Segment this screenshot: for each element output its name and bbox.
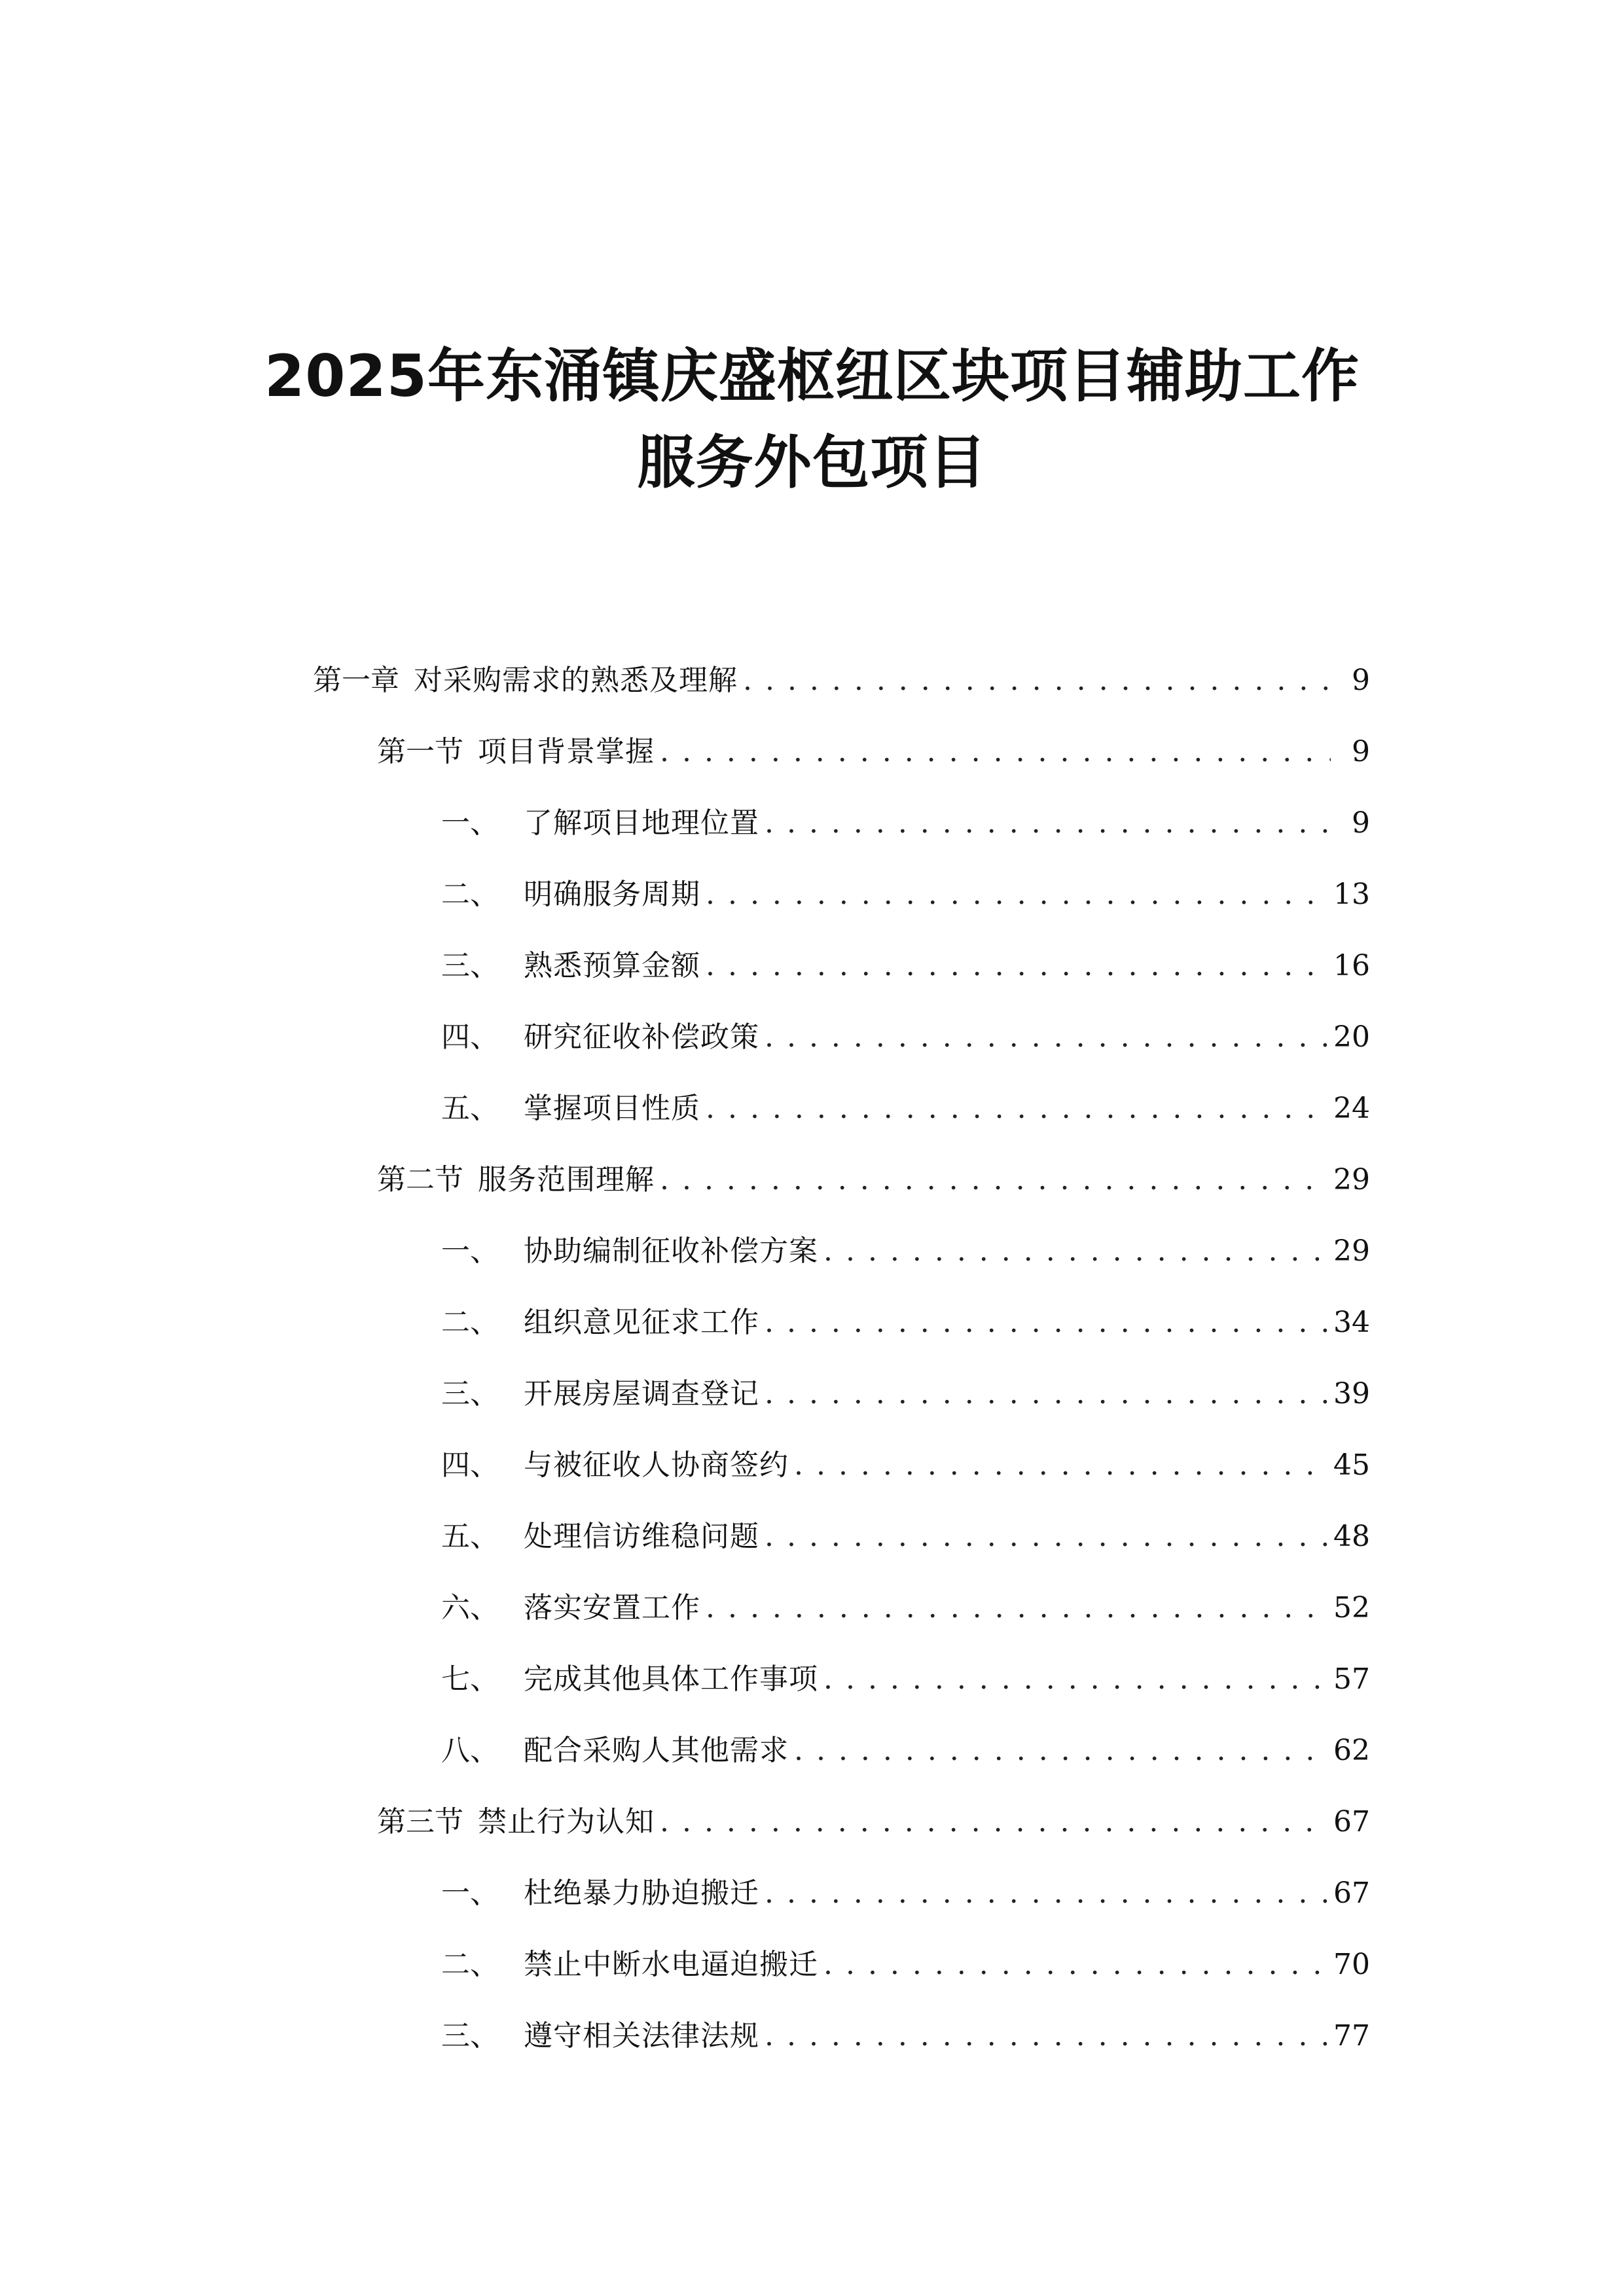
toc-entry-page: 9 — [1352, 806, 1370, 840]
toc-entry-number: 第一节 — [377, 735, 463, 768]
toc-entry-number: 四、 — [441, 1448, 499, 1482]
toc-entry-number: 二、 — [441, 878, 499, 911]
toc-entry-page: 70 — [1333, 1948, 1370, 1981]
toc-entry-page: 48 — [1333, 1520, 1370, 1553]
toc-dot-leader — [765, 1871, 1327, 1916]
toc-entry-label: 研究征收补偿政策 — [524, 1020, 759, 1054]
toc-entry-number: 一、 — [441, 1876, 499, 1910]
toc-entry-section-3[interactable] — [377, 1799, 1370, 1845]
toc-entry-page: 20 — [1333, 1020, 1370, 1054]
toc-entry-item[interactable] — [441, 1229, 1370, 1274]
toc-entry-number: 第一章 — [313, 664, 399, 697]
toc-entry-section-1[interactable] — [377, 729, 1370, 775]
toc-entry-number: 三、 — [441, 2019, 499, 2053]
toc-dot-leader — [823, 1229, 1327, 1274]
toc-entry-number: 一、 — [441, 1234, 499, 1268]
toc-dot-leader — [743, 658, 1331, 704]
toc-entry-label: 处理信访维稳问题 — [524, 1520, 759, 1553]
toc-entry-page: 29 — [1333, 1163, 1370, 1196]
toc-entry-item[interactable] — [441, 1657, 1370, 1702]
toc-entry-number: 六、 — [441, 1591, 499, 1624]
toc-entry-page: 9 — [1352, 664, 1370, 697]
toc-dot-leader — [706, 1086, 1327, 1132]
toc-entry-number: 二、 — [441, 1306, 499, 1339]
toc-dot-leader — [706, 872, 1327, 918]
toc-entry-item[interactable] — [441, 800, 1370, 846]
toc-dot-leader — [794, 1728, 1327, 1774]
toc-entry-label: 掌握项目性质 — [524, 1092, 700, 1125]
toc-dot-leader — [823, 1657, 1327, 1702]
toc-dot-leader — [660, 729, 1331, 775]
toc-dot-leader — [765, 2013, 1327, 2059]
toc-entry-page: 13 — [1333, 878, 1370, 911]
toc-entry-label: 配合采购人其他需求 — [524, 1734, 789, 1767]
toc-entry-label: 熟悉预算金额 — [524, 949, 700, 982]
toc-entry-label: 遵守相关法律法规 — [524, 2019, 759, 2053]
toc-entry-item[interactable] — [441, 1086, 1370, 1132]
toc-entry-label: 落实安置工作 — [524, 1591, 700, 1624]
toc-entry-page: 39 — [1333, 1377, 1370, 1410]
toc-entry-number: 第二节 — [377, 1163, 463, 1196]
toc-entry-label: 与被征收人协商签约 — [524, 1448, 789, 1482]
toc-entry-page: 34 — [1333, 1306, 1370, 1339]
toc-entry-page: 29 — [1333, 1234, 1370, 1268]
toc-entry-label: 项目背景掌握 — [478, 735, 655, 768]
toc-entry-number: 二、 — [441, 1948, 499, 1981]
toc-entry-chapter-1[interactable] — [313, 658, 1370, 704]
toc-entry-number: 三、 — [441, 1377, 499, 1410]
toc-entry-number: 五、 — [441, 1092, 499, 1125]
toc-dot-leader — [765, 1371, 1327, 1417]
toc-entry-number: 八、 — [441, 1734, 499, 1767]
toc-entry-item[interactable] — [441, 943, 1370, 989]
toc-entry-page: 67 — [1333, 1805, 1370, 1839]
toc-entry-item[interactable] — [441, 1371, 1370, 1417]
toc-entry-number: 七、 — [441, 1662, 499, 1696]
toc-entry-label: 组织意见征求工作 — [524, 1306, 759, 1339]
toc-entry-number: 第三节 — [377, 1805, 463, 1839]
toc-entry-number: 五、 — [441, 1520, 499, 1553]
toc-entry-label: 协助编制征收补偿方案 — [524, 1234, 818, 1268]
toc-entry-label: 服务范围理解 — [478, 1163, 655, 1196]
toc-entry-label: 开展房屋调查登记 — [524, 1377, 759, 1410]
toc-entry-number: 三、 — [441, 949, 499, 982]
toc-dot-leader — [660, 1799, 1327, 1845]
document-title-line2: 服务外包项目 — [637, 429, 987, 496]
toc-dot-leader — [706, 1585, 1327, 1631]
toc-entry-page: 62 — [1333, 1734, 1370, 1767]
toc-entry-label: 完成其他具体工作事项 — [524, 1662, 818, 1696]
toc-entry-page: 9 — [1352, 735, 1370, 768]
toc-dot-leader — [765, 1300, 1327, 1346]
toc-entry-label: 禁止中断水电逼迫搬迁 — [524, 1948, 818, 1981]
toc-entry-page: 67 — [1333, 1876, 1370, 1910]
toc-entry-item[interactable] — [441, 1443, 1370, 1488]
toc-entry-item[interactable] — [441, 2013, 1370, 2059]
toc-entry-page: 77 — [1333, 2019, 1370, 2053]
toc-dot-leader — [765, 1514, 1327, 1560]
toc-entry-number: 一、 — [441, 806, 499, 840]
toc-dot-leader — [794, 1443, 1327, 1488]
toc-entry-label: 杜绝暴力胁迫搬迁 — [524, 1876, 759, 1910]
toc-dot-leader — [765, 800, 1331, 846]
toc-entry-page: 57 — [1333, 1662, 1370, 1696]
toc-entry-section-2[interactable] — [377, 1157, 1370, 1203]
toc-entry-item[interactable] — [441, 1300, 1370, 1346]
toc-dot-leader — [823, 1942, 1327, 1988]
toc-entry-page: 16 — [1333, 949, 1370, 982]
toc-entry-item[interactable] — [441, 1585, 1370, 1631]
toc-dot-leader — [660, 1157, 1327, 1203]
toc-entry-label: 对采购需求的熟悉及理解 — [414, 664, 738, 697]
toc-entry-page: 24 — [1333, 1092, 1370, 1125]
toc-entry-item[interactable] — [441, 1514, 1370, 1560]
toc-entry-label: 了解项目地理位置 — [524, 806, 759, 840]
toc-entry-page: 45 — [1333, 1448, 1370, 1482]
toc-entry-number: 四、 — [441, 1020, 499, 1054]
toc-entry-item[interactable] — [441, 1014, 1370, 1060]
toc-entry-page: 52 — [1333, 1591, 1370, 1624]
toc-dot-leader — [765, 1014, 1327, 1060]
document-title-line1: 2025年东涌镇庆盛枢纽区块项目辅助工作 — [264, 342, 1360, 410]
toc-entry-item[interactable] — [441, 872, 1370, 918]
toc-dot-leader — [706, 943, 1327, 989]
toc-entry-item[interactable] — [441, 1871, 1370, 1916]
toc-entry-item[interactable] — [441, 1728, 1370, 1774]
toc-entry-label: 禁止行为认知 — [478, 1805, 655, 1839]
toc-entry-label: 明确服务周期 — [524, 878, 700, 911]
toc-entry-item[interactable] — [441, 1942, 1370, 1988]
